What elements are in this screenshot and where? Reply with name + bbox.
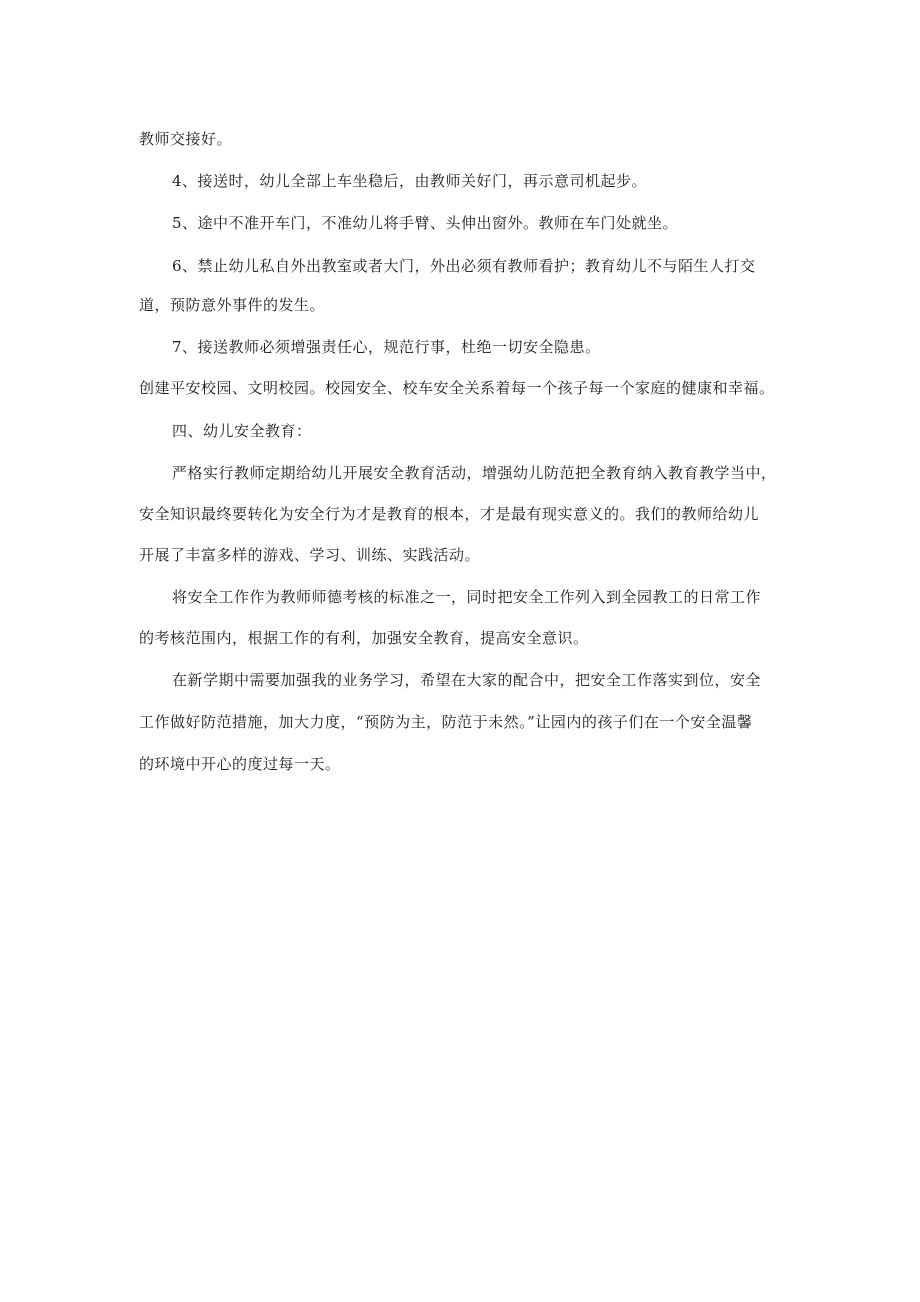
text-line-4: 6、禁止幼儿私自外出教室或者大门，外出必须有教师看护；教育幼儿不与陌生人打交 [172,257,756,275]
text-line-16: 的环境中开心的度过每一天。 [139,755,341,773]
section-heading: 四、幼儿安全教育： [172,422,312,440]
text-line-13: 的考核范围内，根据工作的有利，加强安全教育，提高安全意识。 [139,629,589,647]
text-line-14: 在新学期中需要加强我的业务学习，希望在大家的配合中，把安全工作落实到位，安全 [172,671,762,689]
text-line-2: 4、接送时，幼儿全部上车坐稳后，由教师关好门，再示意司机起步。 [172,172,648,190]
text-line-7: 创建平安校园、文明校园。校园安全、校车安全关系着每一个孩子每一个家庭的健康和幸福。 [139,379,775,397]
text-line-5: 道，预防意外事件的发生。 [139,296,326,314]
text-line-12: 将安全工作作为教师师德考核的标准之一，同时把安全工作列入到全园教工的日常工作 [172,588,762,606]
text-line-10: 安全知识最终要转化为安全行为才是教育的根本，才是最有现实意义的。我们的教师给幼儿 [139,505,760,523]
text-line-3: 5、途中不准开车门，不准幼儿将手臂、头伸出窗外。教师在车门处就坐。 [172,214,679,232]
text-line-1: 教师交接好。 [139,130,233,148]
text-line-9: 严格实行教师定期给幼儿开展安全教育活动，增强幼儿防范把全教育纳入教育教学当中， [172,464,777,482]
text-line-6: 7、接送教师必须增强责任心，规范行事，杜绝一切安全隐患。 [172,338,601,356]
text-line-11: 开展了丰富多样的游戏、学习、训练、实践活动。 [139,546,481,564]
text-line-15: 工作做好防范措施，加大力度，“预防为主，防范于未然。”让园内的孩子们在一个安全温馨 [139,713,753,731]
